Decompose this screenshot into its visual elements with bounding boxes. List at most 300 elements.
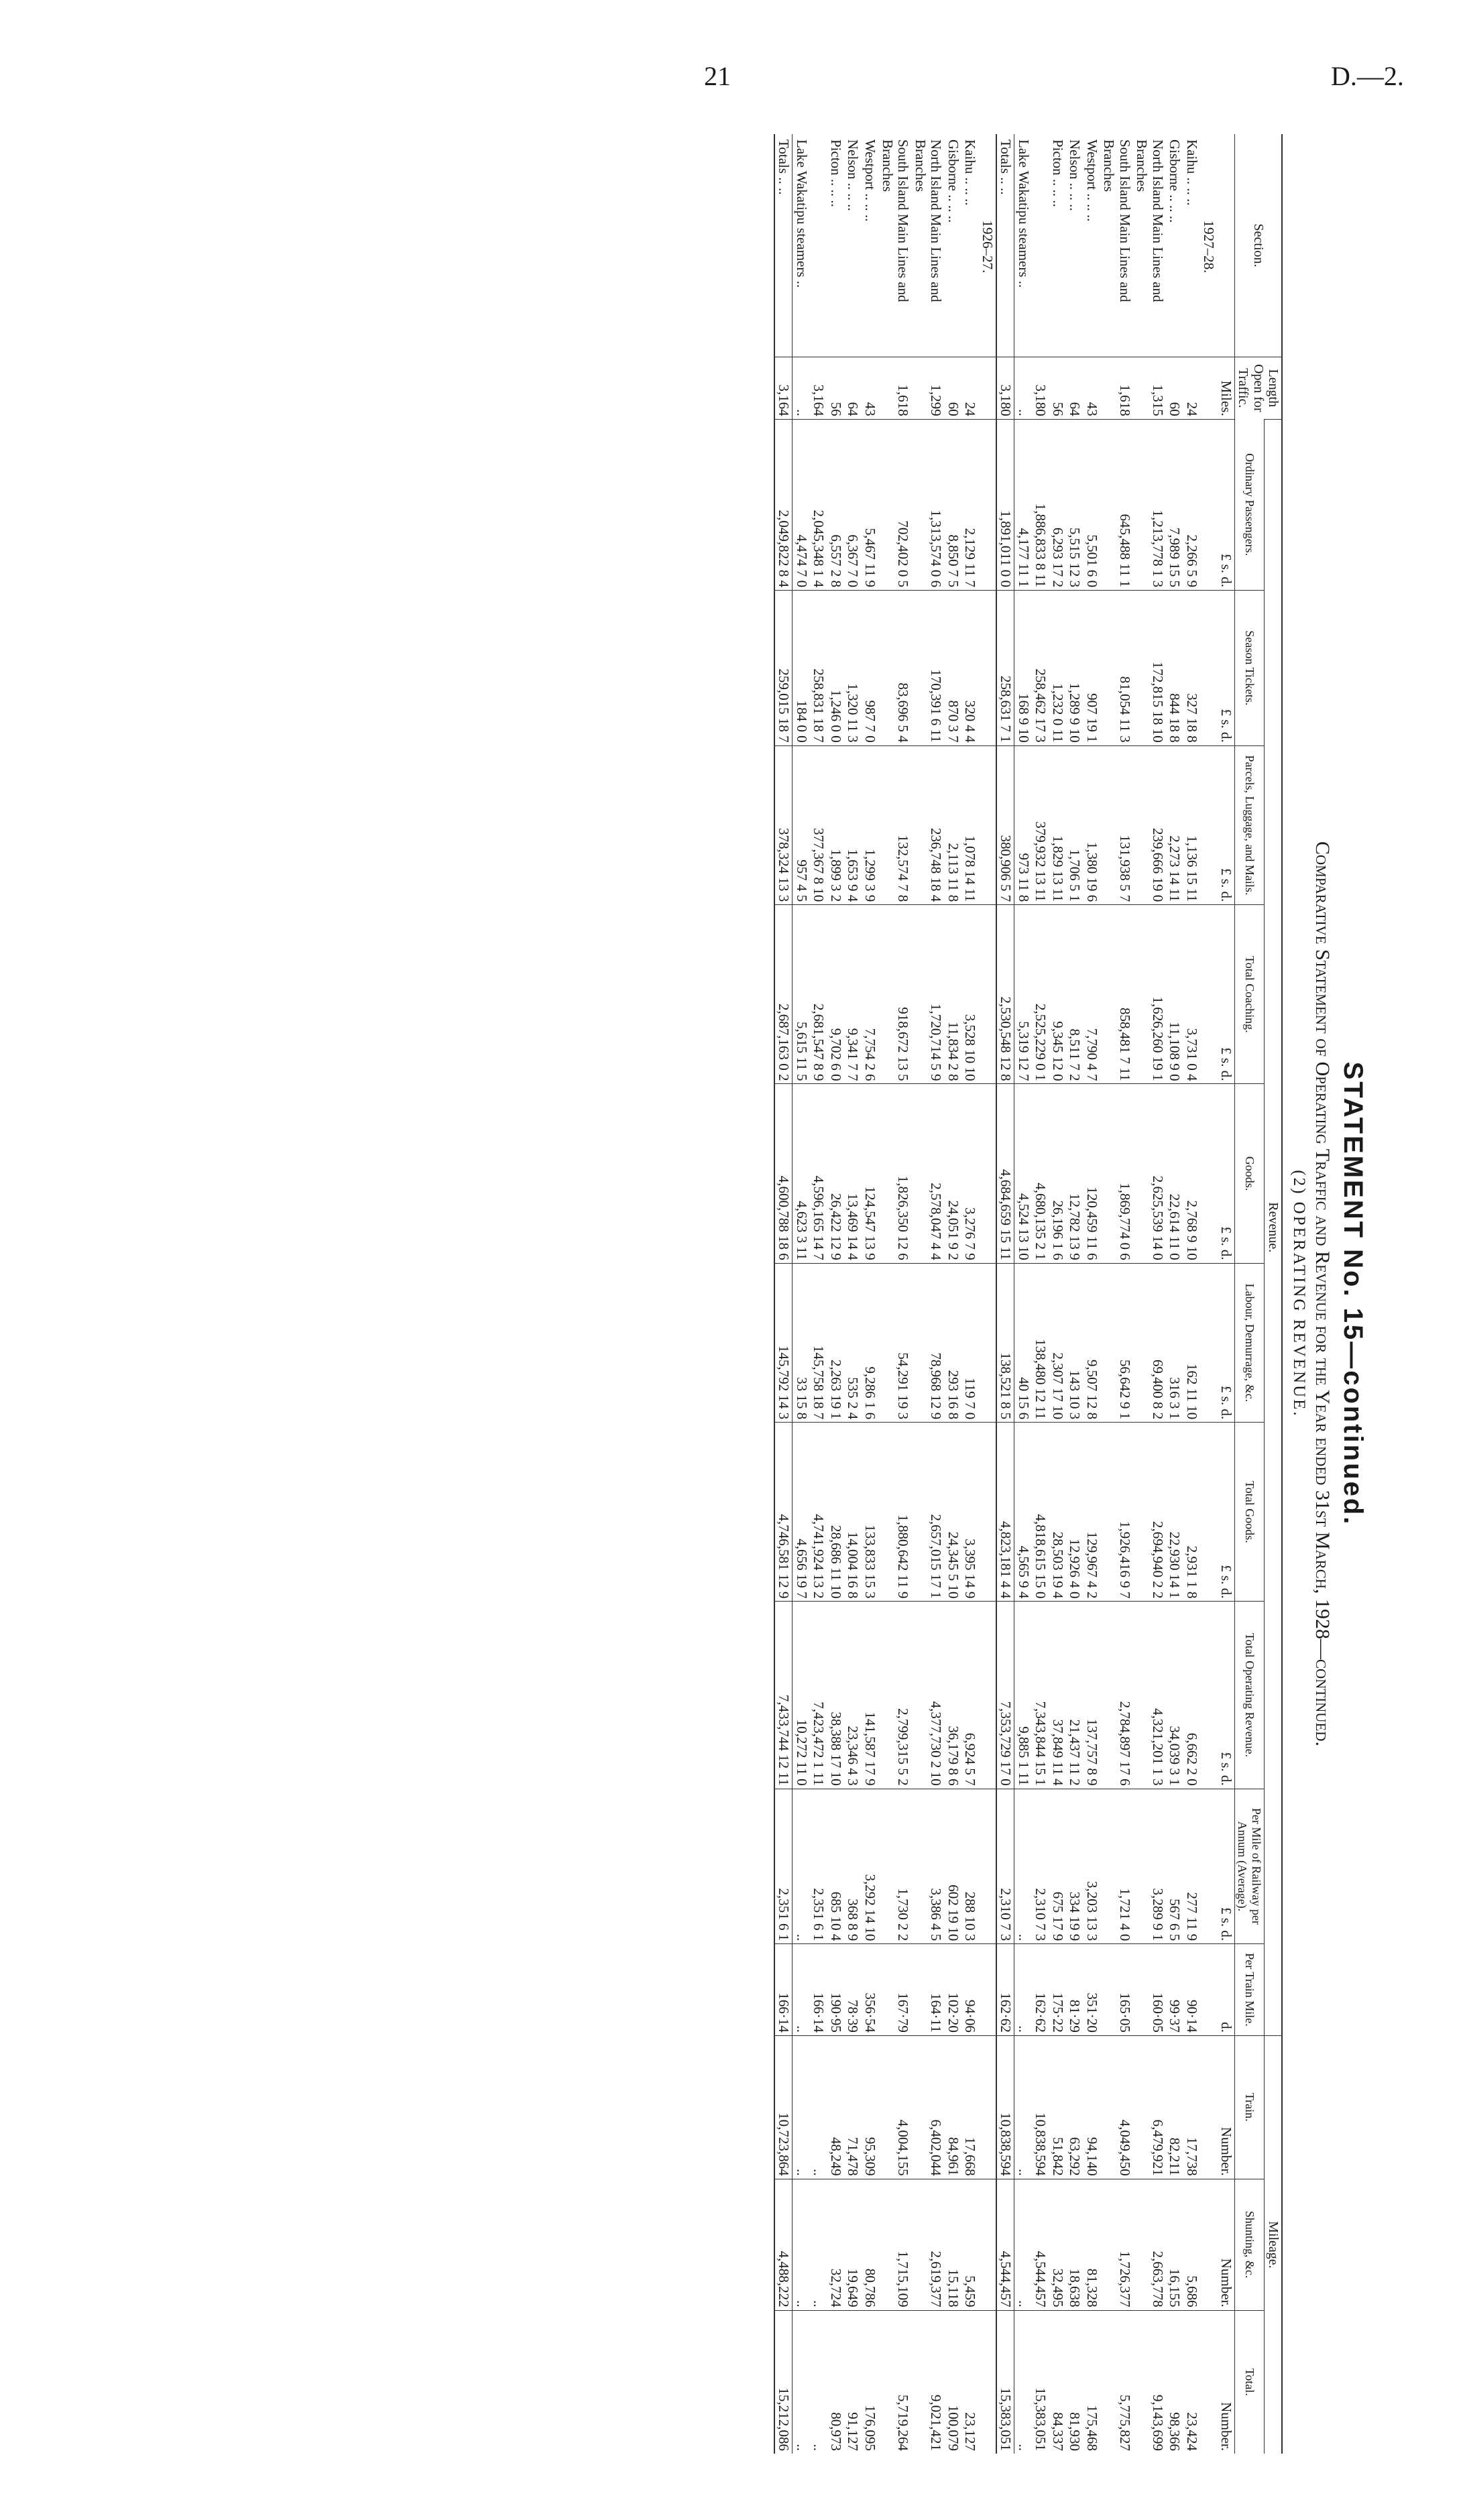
units-row — [1217, 134, 1234, 2454]
table-cell: 165·05 — [1100, 1944, 1133, 2036]
table-cell: 259,015 18 7 — [774, 591, 793, 746]
unit-label: £ s. d. — [1217, 419, 1234, 590]
table-cell: 9,702 6 0 — [827, 905, 844, 1084]
table-cell: .. — [793, 2035, 810, 2179]
table-cell: 24,051 9 2 — [944, 1084, 961, 1263]
table-cell: 1,826,350 12 6 — [878, 1084, 911, 1263]
header-ordinary: Ordinary Passengers. — [1234, 419, 1264, 590]
header-total: Total. — [1234, 2310, 1264, 2454]
table-cell: .. — [1014, 2310, 1032, 2454]
empty-cell — [1200, 591, 1218, 746]
table-cell: 60 — [1166, 357, 1183, 420]
table-cell: 145,792 14 3 — [774, 1263, 793, 1423]
section-label: Nelson .. .. .. — [845, 139, 862, 211]
table-cell: 258,831 18 7 — [810, 591, 827, 746]
table-cell: 2,307 17 10 — [1049, 1263, 1066, 1423]
table-cell: 236,748 18 4 — [911, 745, 944, 905]
unit-label: Number. — [1217, 2179, 1234, 2310]
table-cell: 5,686 — [1183, 2179, 1200, 2310]
table-cell: 1,829 13 11 — [1049, 745, 1066, 905]
table-cell: 9,286 1 6 — [861, 1263, 878, 1423]
table-cell: 5,501 6 0 — [1083, 419, 1100, 590]
section-label: South Island Main Lines and Branches — [1101, 139, 1133, 302]
table-cell: 6,293 17 2 — [1049, 419, 1066, 590]
table-cell: 380,906 5 7 — [996, 745, 1014, 905]
table-cell: 9,021,421 — [911, 2310, 944, 2454]
table-cell: 327 18 8 — [1183, 591, 1200, 746]
table-cell: 99·37 — [1166, 1944, 1183, 2036]
table-cell: 3,180 — [1032, 357, 1049, 420]
table-cell: 94,140 — [1083, 2035, 1100, 2179]
table-cell: 5,319 12 7 — [1014, 905, 1032, 1084]
table-cell: 64 — [844, 357, 862, 420]
table-cell: 15,118 — [944, 2179, 961, 2310]
table-cell: 7,353,729 17 0 — [996, 1602, 1014, 1789]
table-cell: 2,663,778 — [1133, 2179, 1166, 2310]
table-cell: 535 2 4 — [844, 1263, 862, 1423]
table-cell: 4,823,181 4 4 — [996, 1423, 1014, 1602]
table-cell: 51,842 — [1049, 2035, 1066, 2179]
table-cell: 48,249 — [827, 2035, 844, 2179]
table-cell: .. — [810, 2179, 827, 2310]
table-cell: 6,479,921 — [1133, 2035, 1166, 2179]
table-cell: 26,422 12 9 — [827, 1084, 844, 1263]
empty-cell — [1200, 2179, 1218, 2310]
table-cell: 8,511 7 2 — [1066, 905, 1083, 1084]
table-cell: .. — [1014, 2179, 1032, 2310]
table-cell: 2,625,539 14 0 — [1133, 1084, 1166, 1263]
table-cell: 36,179 8 6 — [944, 1602, 961, 1789]
table-cell: 12,782 13 9 — [1066, 1084, 1083, 1263]
empty-cell — [978, 1084, 996, 1263]
table-row — [1133, 134, 1166, 2454]
section-label: Kaihu .. .. .. — [962, 139, 979, 206]
table-cell: 1,721 4 0 — [1100, 1789, 1133, 1944]
empty-cell — [978, 419, 996, 590]
table-cell: 10,838,594 — [996, 2035, 1014, 2179]
header-per-mile: Per Mile of Railway per Annum (Average). — [1234, 1789, 1264, 1944]
table-cell: 24 — [961, 357, 979, 420]
table-cell: 26,196 1 6 — [1049, 1084, 1066, 1263]
table-cell: 4,524 13 10 — [1014, 1084, 1032, 1263]
unit-label: £ s. d. — [1217, 1789, 1234, 1944]
unit-label: d. — [1217, 1944, 1234, 2036]
table-cell: 1,926,416 9 7 — [1100, 1423, 1133, 1602]
empty-cell — [978, 591, 996, 746]
operating-revenue-table — [774, 134, 1283, 2454]
table-cell: .. — [1014, 1789, 1032, 1944]
table-cell: 22,930 14 1 — [1166, 1423, 1183, 1602]
empty-cell — [978, 2179, 996, 2310]
empty-cell — [978, 1944, 996, 2036]
table-cell: 5,459 — [961, 2179, 979, 2310]
table-cell: 175·22 — [1049, 1944, 1066, 2036]
table-cell: 15,383,051 — [996, 2310, 1014, 2454]
empty-cell — [978, 2035, 996, 2179]
table-row — [793, 134, 810, 2454]
empty-cell — [978, 357, 996, 420]
section-label: Kaihu .. .. .. — [1183, 139, 1200, 206]
table-cell: 82,211 — [1166, 2035, 1183, 2179]
table-cell: 9,885 1 11 — [1014, 1602, 1032, 1789]
section-label: North Island Main Lines and Branches — [912, 139, 945, 302]
table-cell: 160·05 — [1133, 1944, 1166, 2036]
table-cell: 7,423,472 1 11 — [810, 1602, 827, 1789]
table-cell: .. — [1014, 357, 1032, 420]
table-cell: 43 — [861, 357, 878, 420]
table-cell: 2,694,940 2 2 — [1133, 1423, 1166, 1602]
table-cell: 4,488,222 — [774, 2179, 793, 2310]
table-cell: 3,180 — [996, 357, 1014, 420]
table-cell: 190·95 — [827, 1944, 844, 2036]
table-cell: 124,547 13 9 — [861, 1084, 878, 1263]
table-cell: 170,391 6 11 — [911, 591, 944, 746]
table-cell: 4,656 19 7 — [793, 1423, 810, 1602]
table-cell: 98,366 — [1166, 2310, 1183, 2454]
table-cell: 320 4 4 — [961, 591, 979, 746]
table-cell: 6,367 7 0 — [844, 419, 862, 590]
table-cell: 288 10 3 — [961, 1789, 979, 1944]
table-cell: 5,515 12 3 — [1066, 419, 1083, 590]
table-cell: 166·14 — [810, 1944, 827, 2036]
table-cell: 7,433,744 12 11 — [774, 1602, 793, 1789]
table-cell: 162·62 — [1032, 1944, 1049, 2036]
table-cell: 1,720,714 5 9 — [911, 905, 944, 1084]
table-cell: 137,757 8 9 — [1083, 1602, 1100, 1789]
table-cell: 2,578,047 4 4 — [911, 1084, 944, 1263]
table-cell: 1,726,377 — [1100, 2179, 1133, 2310]
header-goods: Goods. — [1234, 1084, 1264, 1263]
table-cell: 4,600,788 18 6 — [774, 1084, 793, 1263]
table-row — [944, 134, 961, 2454]
table-cell: 1,886,833 8 11 — [1032, 419, 1049, 590]
table-cell: 645,488 11 1 — [1100, 419, 1133, 590]
section-label: Nelson .. .. .. — [1067, 139, 1083, 211]
table-cell: 5,467 11 9 — [861, 419, 878, 590]
table-cell: 60 — [944, 357, 961, 420]
table-cell: 145,758 18 7 — [810, 1263, 827, 1423]
table-cell: 258,631 7 1 — [996, 591, 1014, 746]
table-cell: 3,292 14 10 — [861, 1789, 878, 1944]
table-cell: 18,638 — [1066, 2179, 1083, 2310]
table-cell: 32,724 — [827, 2179, 844, 2310]
year-label: 1926–27. — [978, 134, 996, 357]
section-label — [1032, 134, 1049, 357]
empty-cell — [978, 905, 996, 1084]
table-cell: 3,528 10 10 — [961, 905, 979, 1084]
empty-cell — [1200, 357, 1218, 420]
table-cell: 9,143,699 — [1133, 2310, 1166, 2454]
table-cell: 1,715,109 — [878, 2179, 911, 2310]
table-cell: 56,642 9 1 — [1100, 1263, 1133, 1423]
table-row — [810, 134, 827, 2454]
table-cell: 957 4 5 — [793, 745, 810, 905]
table-row — [1032, 134, 1049, 2454]
section-label: Westport .. .. .. — [1083, 139, 1100, 222]
table-cell: 2,263 19 1 — [827, 1263, 844, 1423]
table-cell: 64 — [1066, 357, 1083, 420]
table-cell: 2,273 14 11 — [1166, 745, 1183, 905]
unit-label: £ s. d. — [1217, 1602, 1234, 1789]
table-cell: 3,164 — [774, 357, 793, 420]
table-cell: 23,346 4 3 — [844, 1602, 862, 1789]
table-cell: 1,869,774 0 6 — [1100, 1084, 1133, 1263]
empty-cell — [1200, 2035, 1218, 2179]
table-cell: 131,938 5 7 — [1100, 745, 1133, 905]
table-cell: 24 — [1183, 357, 1200, 420]
table-cell: 2,266 5 9 — [1183, 419, 1200, 590]
unit-label: Number. — [1217, 2310, 1234, 2454]
table-cell: 4,474 7 0 — [793, 419, 810, 590]
table-row — [861, 134, 878, 2454]
table-cell: 11,834 2 8 — [944, 905, 961, 1084]
table-cell: 2,351 6 1 — [774, 1789, 793, 1944]
table-cell: 168 9 10 — [1014, 591, 1032, 746]
table-cell: 132,574 7 8 — [878, 745, 911, 905]
table-cell: 4,818,615 15 0 — [1032, 1423, 1049, 1602]
header-season: Season Tickets. — [1234, 591, 1264, 746]
table-cell: 1,626,260 19 1 — [1133, 905, 1166, 1084]
table-cell: 34,039 3 1 — [1166, 1602, 1183, 1789]
header-shunting: Shunting, &c. — [1234, 2179, 1264, 2310]
table-cell: 356·54 — [861, 1944, 878, 2036]
unit-label: Number. — [1217, 2035, 1234, 2179]
table-cell: 5,775,827 — [1100, 2310, 1133, 2454]
empty-cell — [1200, 1423, 1218, 1602]
table-cell: 164·11 — [911, 1944, 944, 2036]
table-cell: 379,932 13 11 — [1032, 745, 1049, 905]
table-cell: .. — [793, 2310, 810, 2454]
table-cell: 4,684,659 15 11 — [996, 1084, 1014, 1263]
table-cell: 1,706 5 1 — [1066, 745, 1083, 905]
table-cell: 24,345 5 10 — [944, 1423, 961, 1602]
table-cell: 162·62 — [996, 1944, 1014, 2036]
table-cell: 91,127 — [844, 2310, 862, 2454]
table-cell: 1,136 15 11 — [1183, 745, 1200, 905]
table-cell: 2,129 11 7 — [961, 419, 979, 590]
table-cell: 7,754 2 6 — [861, 905, 878, 1084]
table-cell: 4,680,135 2 1 — [1032, 1084, 1049, 1263]
header-section: Section. — [1234, 134, 1282, 357]
empty-cell — [1200, 419, 1218, 590]
section-label: Gisborne .. .. .. — [1167, 139, 1183, 223]
header-parcels: Parcels, Luggage, and Mails. — [1234, 745, 1264, 905]
table-cell: 987 7 0 — [861, 591, 878, 746]
table-cell: 56 — [1049, 357, 1066, 420]
empty-cell — [1200, 1789, 1218, 1944]
table-cell: 14,004 16 8 — [844, 1423, 862, 1602]
table-cell: 119 7 0 — [961, 1263, 979, 1423]
table-cell: 316 3 1 — [1166, 1263, 1183, 1423]
table-cell: 172,815 18 10 — [1133, 591, 1166, 746]
table-row — [1083, 134, 1100, 2454]
table-cell: 702,402 0 5 — [878, 419, 911, 590]
table-cell: .. — [793, 2179, 810, 2310]
table-cell: 19,649 — [844, 2179, 862, 2310]
table-cell: 2,530,548 12 8 — [996, 905, 1014, 1084]
table-cell: .. — [793, 1944, 810, 2036]
table-cell: 675 17 9 — [1049, 1789, 1066, 1944]
table-cell: 38,388 17 10 — [827, 1602, 844, 1789]
table-cell: 17,738 — [1183, 2035, 1200, 2179]
table-cell: 22,614 11 0 — [1166, 1084, 1183, 1263]
table-cell: 4,746,581 12 9 — [774, 1423, 793, 1602]
header-total-operating: Total Operating Revenue. — [1234, 1602, 1264, 1789]
header-length: Length Open for Traffic. — [1234, 357, 1282, 420]
table-cell: 90·14 — [1183, 1944, 1200, 2036]
table-cell: 2,784,897 17 6 — [1100, 1602, 1133, 1789]
table-row — [1183, 134, 1200, 2454]
table-cell: 81,930 — [1066, 2310, 1083, 2454]
table-cell: 2,310 7 3 — [996, 1789, 1014, 1944]
table-row — [1014, 134, 1032, 2454]
table-cell: .. — [1014, 2035, 1032, 2179]
year-label: 1927–28. — [1201, 220, 1218, 274]
statement-subsubtitle: (2) OPERATING REVENUE. — [1290, 1170, 1308, 1418]
table-cell: 1,315 — [1133, 357, 1166, 420]
table-cell: 28,503 19 4 — [1049, 1423, 1066, 1602]
unit-label: £ s. d. — [1217, 591, 1234, 746]
table-cell: 167·79 — [878, 1944, 911, 2036]
table-cell: 1,653 9 4 — [844, 745, 862, 905]
table-cell: 239,666 19 0 — [1133, 745, 1166, 905]
empty-cell — [1200, 1602, 1218, 1789]
section-label: North Island Main Lines and Branches — [1134, 139, 1166, 302]
table-cell: .. — [810, 2035, 827, 2179]
table-cell: 94·06 — [961, 1944, 979, 2036]
unit-label: £ s. d. — [1217, 1423, 1234, 1602]
rotated-statement — [275, 134, 1368, 2454]
table-cell: 1,618 — [1100, 357, 1133, 420]
table-cell: 129,967 4 2 — [1083, 1423, 1100, 1602]
totals-row — [996, 134, 1014, 2454]
table-cell: 3,395 14 9 — [961, 1423, 979, 1602]
table-cell: 6,402,044 — [911, 2035, 944, 2179]
empty-cell — [1200, 745, 1218, 905]
header-group-mileage: Mileage. — [1265, 2035, 1282, 2454]
table-cell: 4,544,457 — [1032, 2179, 1049, 2310]
table-row — [878, 134, 911, 2454]
table-cell: 3,164 — [810, 357, 827, 420]
table-cell: 1,313,574 0 6 — [911, 419, 944, 590]
unit-label: £ s. d. — [1217, 1084, 1234, 1263]
year-row — [1200, 134, 1218, 2454]
table-cell: 2,351 6 1 — [810, 1789, 827, 1944]
table-cell: 2,657,015 17 1 — [911, 1423, 944, 1602]
table-cell: 858,481 7 11 — [1100, 905, 1133, 1084]
table-row — [827, 134, 844, 2454]
table-cell: 2,525,229 0 1 — [1032, 905, 1049, 1084]
table-row — [1166, 134, 1183, 2454]
table-cell: 2,768 9 10 — [1183, 1084, 1200, 1263]
table-cell: 973 11 8 — [1014, 745, 1032, 905]
table-body — [774, 134, 1234, 2454]
table-cell: 16,155 — [1166, 2179, 1183, 2310]
table-cell: 81,328 — [1083, 2179, 1100, 2310]
table-cell: 1,299 — [911, 357, 944, 420]
table-cell: 377,367 8 10 — [810, 745, 827, 905]
table-cell: 138,480 12 11 — [1032, 1263, 1049, 1423]
section-label: Totals .. .. — [774, 134, 793, 357]
table-cell: 56 — [827, 357, 844, 420]
table-cell: 143 10 3 — [1066, 1263, 1083, 1423]
empty-cell — [978, 2310, 996, 2454]
table-cell: 3,289 9 1 — [1133, 1789, 1166, 1944]
table-cell: 95,309 — [861, 2035, 878, 2179]
table-cell: 1,213,778 1 3 — [1133, 419, 1166, 590]
table-cell: 4,544,457 — [996, 2179, 1014, 2310]
table-cell: 71,478 — [844, 2035, 862, 2179]
table-cell: 6,662 2 0 — [1183, 1602, 1200, 1789]
section-label: Lake Wakatipu steamers .. — [793, 139, 810, 288]
table-cell: 43 — [1083, 357, 1100, 420]
table-cell: 277 11 9 — [1183, 1789, 1200, 1944]
empty-cell — [1200, 1944, 1218, 2036]
header-coaching: Total Coaching. — [1234, 905, 1264, 1084]
section-label — [810, 134, 827, 357]
table-cell: 7,343,844 15 1 — [1032, 1602, 1049, 1789]
table-cell: 602 19 10 — [944, 1789, 961, 1944]
statement-subtitle: Comparative Statement of Operating Traffic and Revenue for the Year ended 31st March, 1928—continued. — [1311, 841, 1334, 1746]
section-label: Picton .. .. .. — [1049, 139, 1066, 207]
table-cell: 1,232 0 11 — [1049, 591, 1066, 746]
table-row — [844, 134, 862, 2454]
table-cell: 9,345 12 0 — [1049, 905, 1066, 1084]
table-cell: 33 15 8 — [793, 1263, 810, 1423]
table-cell: 10,723,864 — [774, 2035, 793, 2179]
section-label: Totals .. .. — [996, 134, 1014, 357]
table-cell: 78·39 — [844, 1944, 862, 2036]
table-cell: 40 15 6 — [1014, 1263, 1032, 1423]
empty-cell — [978, 745, 996, 905]
table-row — [1049, 134, 1066, 2454]
empty-cell — [1200, 1084, 1218, 1263]
header-per-train: Per Train Mile. — [1234, 1944, 1264, 2036]
table-cell: .. — [793, 357, 810, 420]
table-cell: 84,337 — [1049, 2310, 1066, 2454]
empty-cell — [978, 1789, 996, 1944]
table-cell: 133,833 15 3 — [861, 1423, 878, 1602]
table-cell: 4,565 9 4 — [1014, 1423, 1032, 1602]
table-cell: 6,924 5 7 — [961, 1602, 979, 1789]
table-cell: 4,321,201 1 3 — [1133, 1602, 1166, 1789]
unit-label: £ s. d. — [1217, 1263, 1234, 1423]
table-row — [911, 134, 944, 2454]
empty-cell — [978, 1423, 996, 1602]
table-cell: 5,719,264 — [878, 2310, 911, 2454]
table-cell: .. — [1014, 1944, 1032, 2036]
table-row — [961, 134, 979, 2454]
table-cell: 1,078 14 11 — [961, 745, 979, 905]
table-cell: 21,437 11 2 — [1066, 1602, 1083, 1789]
table-cell: 102·20 — [944, 1944, 961, 2036]
table-cell: 6,557 2 8 — [827, 419, 844, 590]
table-cell: 10,838,594 — [1032, 2035, 1049, 2179]
table-cell: 907 19 1 — [1083, 591, 1100, 746]
header-total-goods: Total Goods. — [1234, 1423, 1264, 1602]
table-cell: 23,424 — [1183, 2310, 1200, 2454]
table-cell: 4,049,450 — [1100, 2035, 1133, 2179]
section-label: South Island Main Lines and Branches — [879, 139, 912, 302]
table-cell: 1,320 11 3 — [844, 591, 862, 746]
table-cell: 368 8 9 — [844, 1789, 862, 1944]
table-cell: 1,246 0 0 — [827, 591, 844, 746]
table-cell: 17,668 — [961, 2035, 979, 2179]
table-cell: 1,289 9 10 — [1066, 591, 1083, 746]
table-cell: 1,618 — [878, 357, 911, 420]
empty-cell — [1200, 1263, 1218, 1423]
section-label: Westport .. .. .. — [862, 139, 878, 222]
